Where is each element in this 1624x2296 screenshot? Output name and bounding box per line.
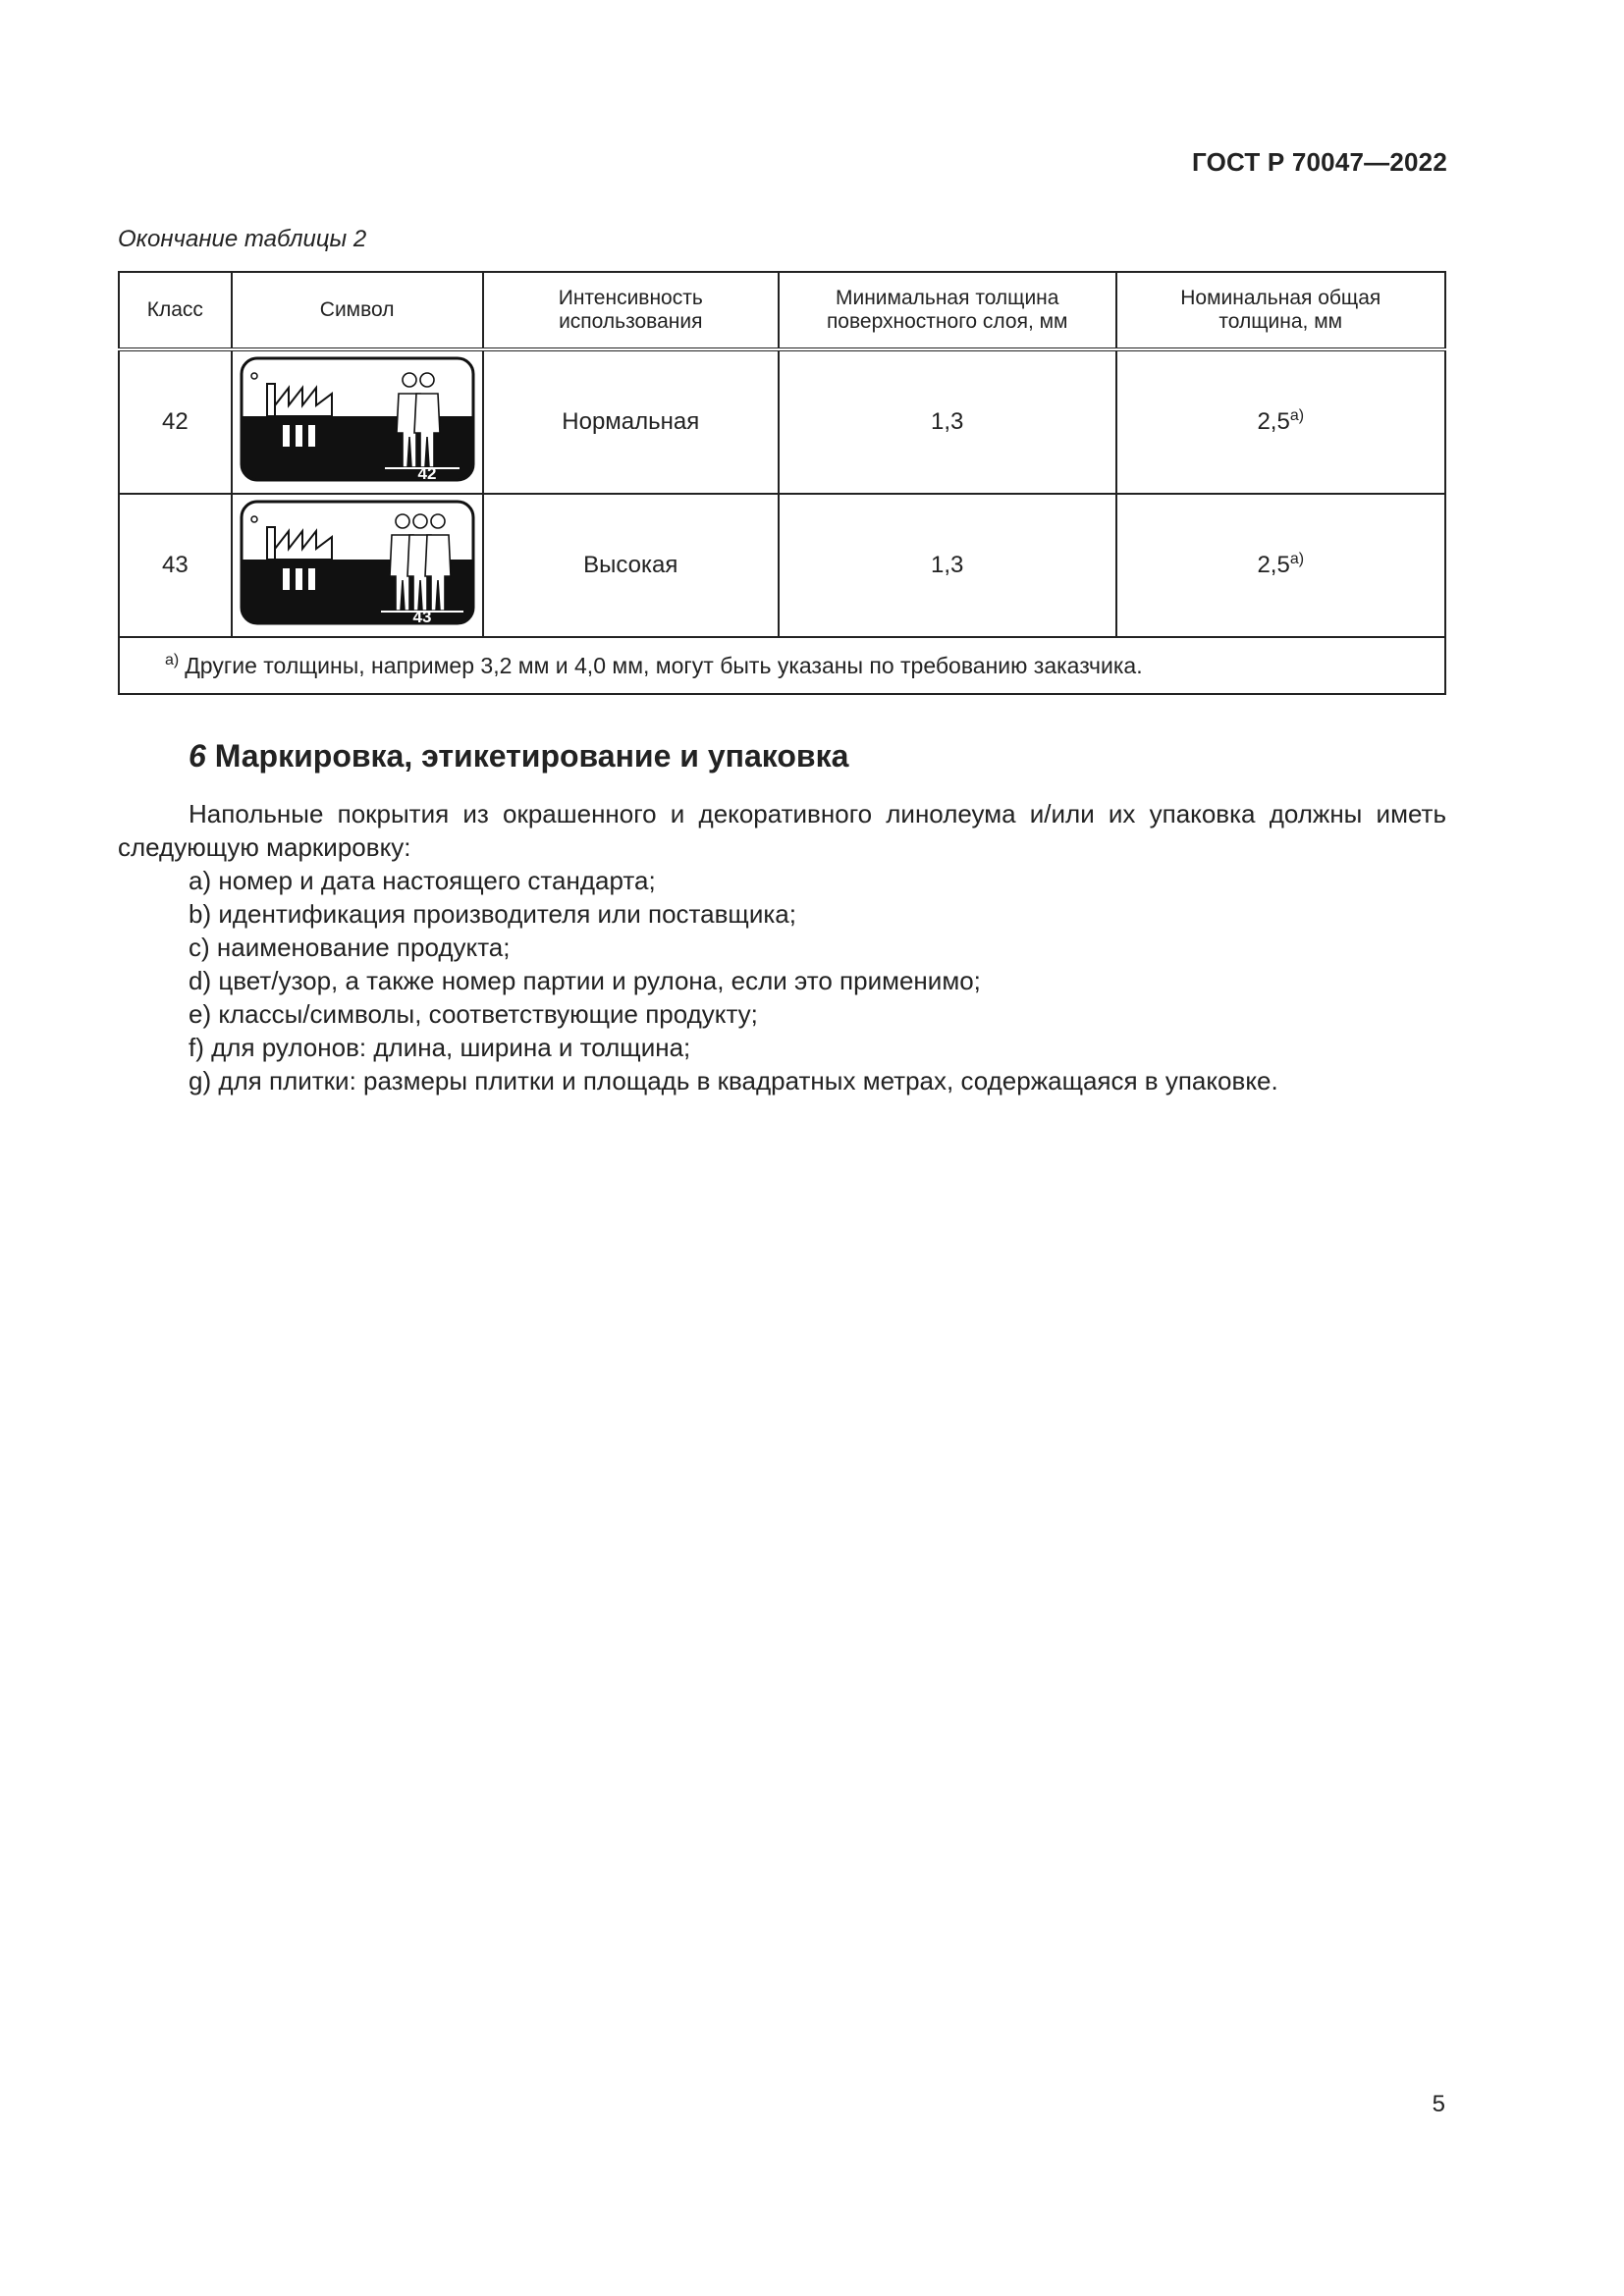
footnote-ref: а) (1289, 407, 1305, 424)
cell-class: 43 (119, 494, 232, 637)
table-header-row (119, 272, 1445, 349)
column-header-intensity-text: Интенсивность использования (558, 287, 703, 333)
table-row (119, 349, 1445, 494)
document-id: ГОСТ Р 70047—2022 (1192, 147, 1447, 177)
table-footnote (119, 637, 1445, 694)
symbol-class-label: 43 (412, 607, 432, 626)
column-header-total-thickness-text: Номинальная общая толщина, мм (1180, 287, 1381, 333)
total-thickness-value: 2,5 (1257, 552, 1290, 578)
table-footnote-row (119, 637, 1445, 694)
cell-symbol (232, 494, 483, 637)
column-header-class: Класс (119, 272, 232, 349)
footnote-mark: а) (165, 651, 180, 668)
section-number: 6 (189, 738, 206, 774)
symbol-class-label: 42 (417, 463, 437, 483)
list-item: g) для плитки: размеры плитки и площадь в квадратных метрах, содержащаяся в упаковке. (189, 1066, 1278, 1095)
list-item: d) цвет/узор, а также номер партии и рулона, если это применимо; (189, 966, 981, 995)
list-item: e) классы/символы, соответствующие продукту; (189, 999, 758, 1029)
list-item: c) наименование продукта; (189, 933, 511, 962)
section-body (118, 797, 1446, 1097)
industrial-use-class-43-icon (238, 498, 477, 627)
list-item: b) идентификация производителя или поставщика; (189, 899, 796, 929)
section-title: Маркировка, этикетирование и упаковка (214, 738, 849, 774)
column-header-total-thickness (1116, 272, 1445, 349)
cell-min-thickness: 1,3 (779, 494, 1116, 637)
list-item: a) номер и дата настоящего стандарта; (189, 866, 656, 895)
cell-min-thickness: 1,3 (779, 349, 1116, 494)
section-heading (189, 738, 848, 774)
total-thickness-value: 2,5 (1257, 408, 1290, 435)
column-header-min-thickness (779, 272, 1116, 349)
table-row (119, 494, 1445, 637)
column-header-min-thickness-text: Минимальная толщина поверхностного слоя, мм (826, 287, 1068, 333)
cell-class: 42 (119, 349, 232, 494)
cell-intensity: Нормальная (483, 349, 779, 494)
cell-total-thickness (1116, 494, 1445, 637)
column-header-intensity (483, 272, 779, 349)
page-number: 5 (1432, 2091, 1445, 2117)
class-table (118, 271, 1446, 695)
footnote-text: Другие толщины, например 3,2 мм и 4,0 мм, могут быть указаны по требованию заказчика. (185, 652, 1143, 678)
column-header-symbol: Символ (232, 272, 483, 349)
footnote-ref: а) (1289, 551, 1305, 567)
table-caption: Окончание таблицы 2 (118, 226, 367, 252)
list-item: f) для рулонов: длина, ширина и толщина; (189, 1033, 691, 1062)
cell-total-thickness (1116, 349, 1445, 494)
cell-symbol (232, 349, 483, 494)
industrial-use-class-42-icon (238, 354, 477, 484)
cell-intensity: Высокая (483, 494, 779, 637)
section-intro: Напольные покрытия из окрашенного и декоративного линолеума и/или их упаковка должны иметь следующую маркировку: (118, 799, 1446, 862)
